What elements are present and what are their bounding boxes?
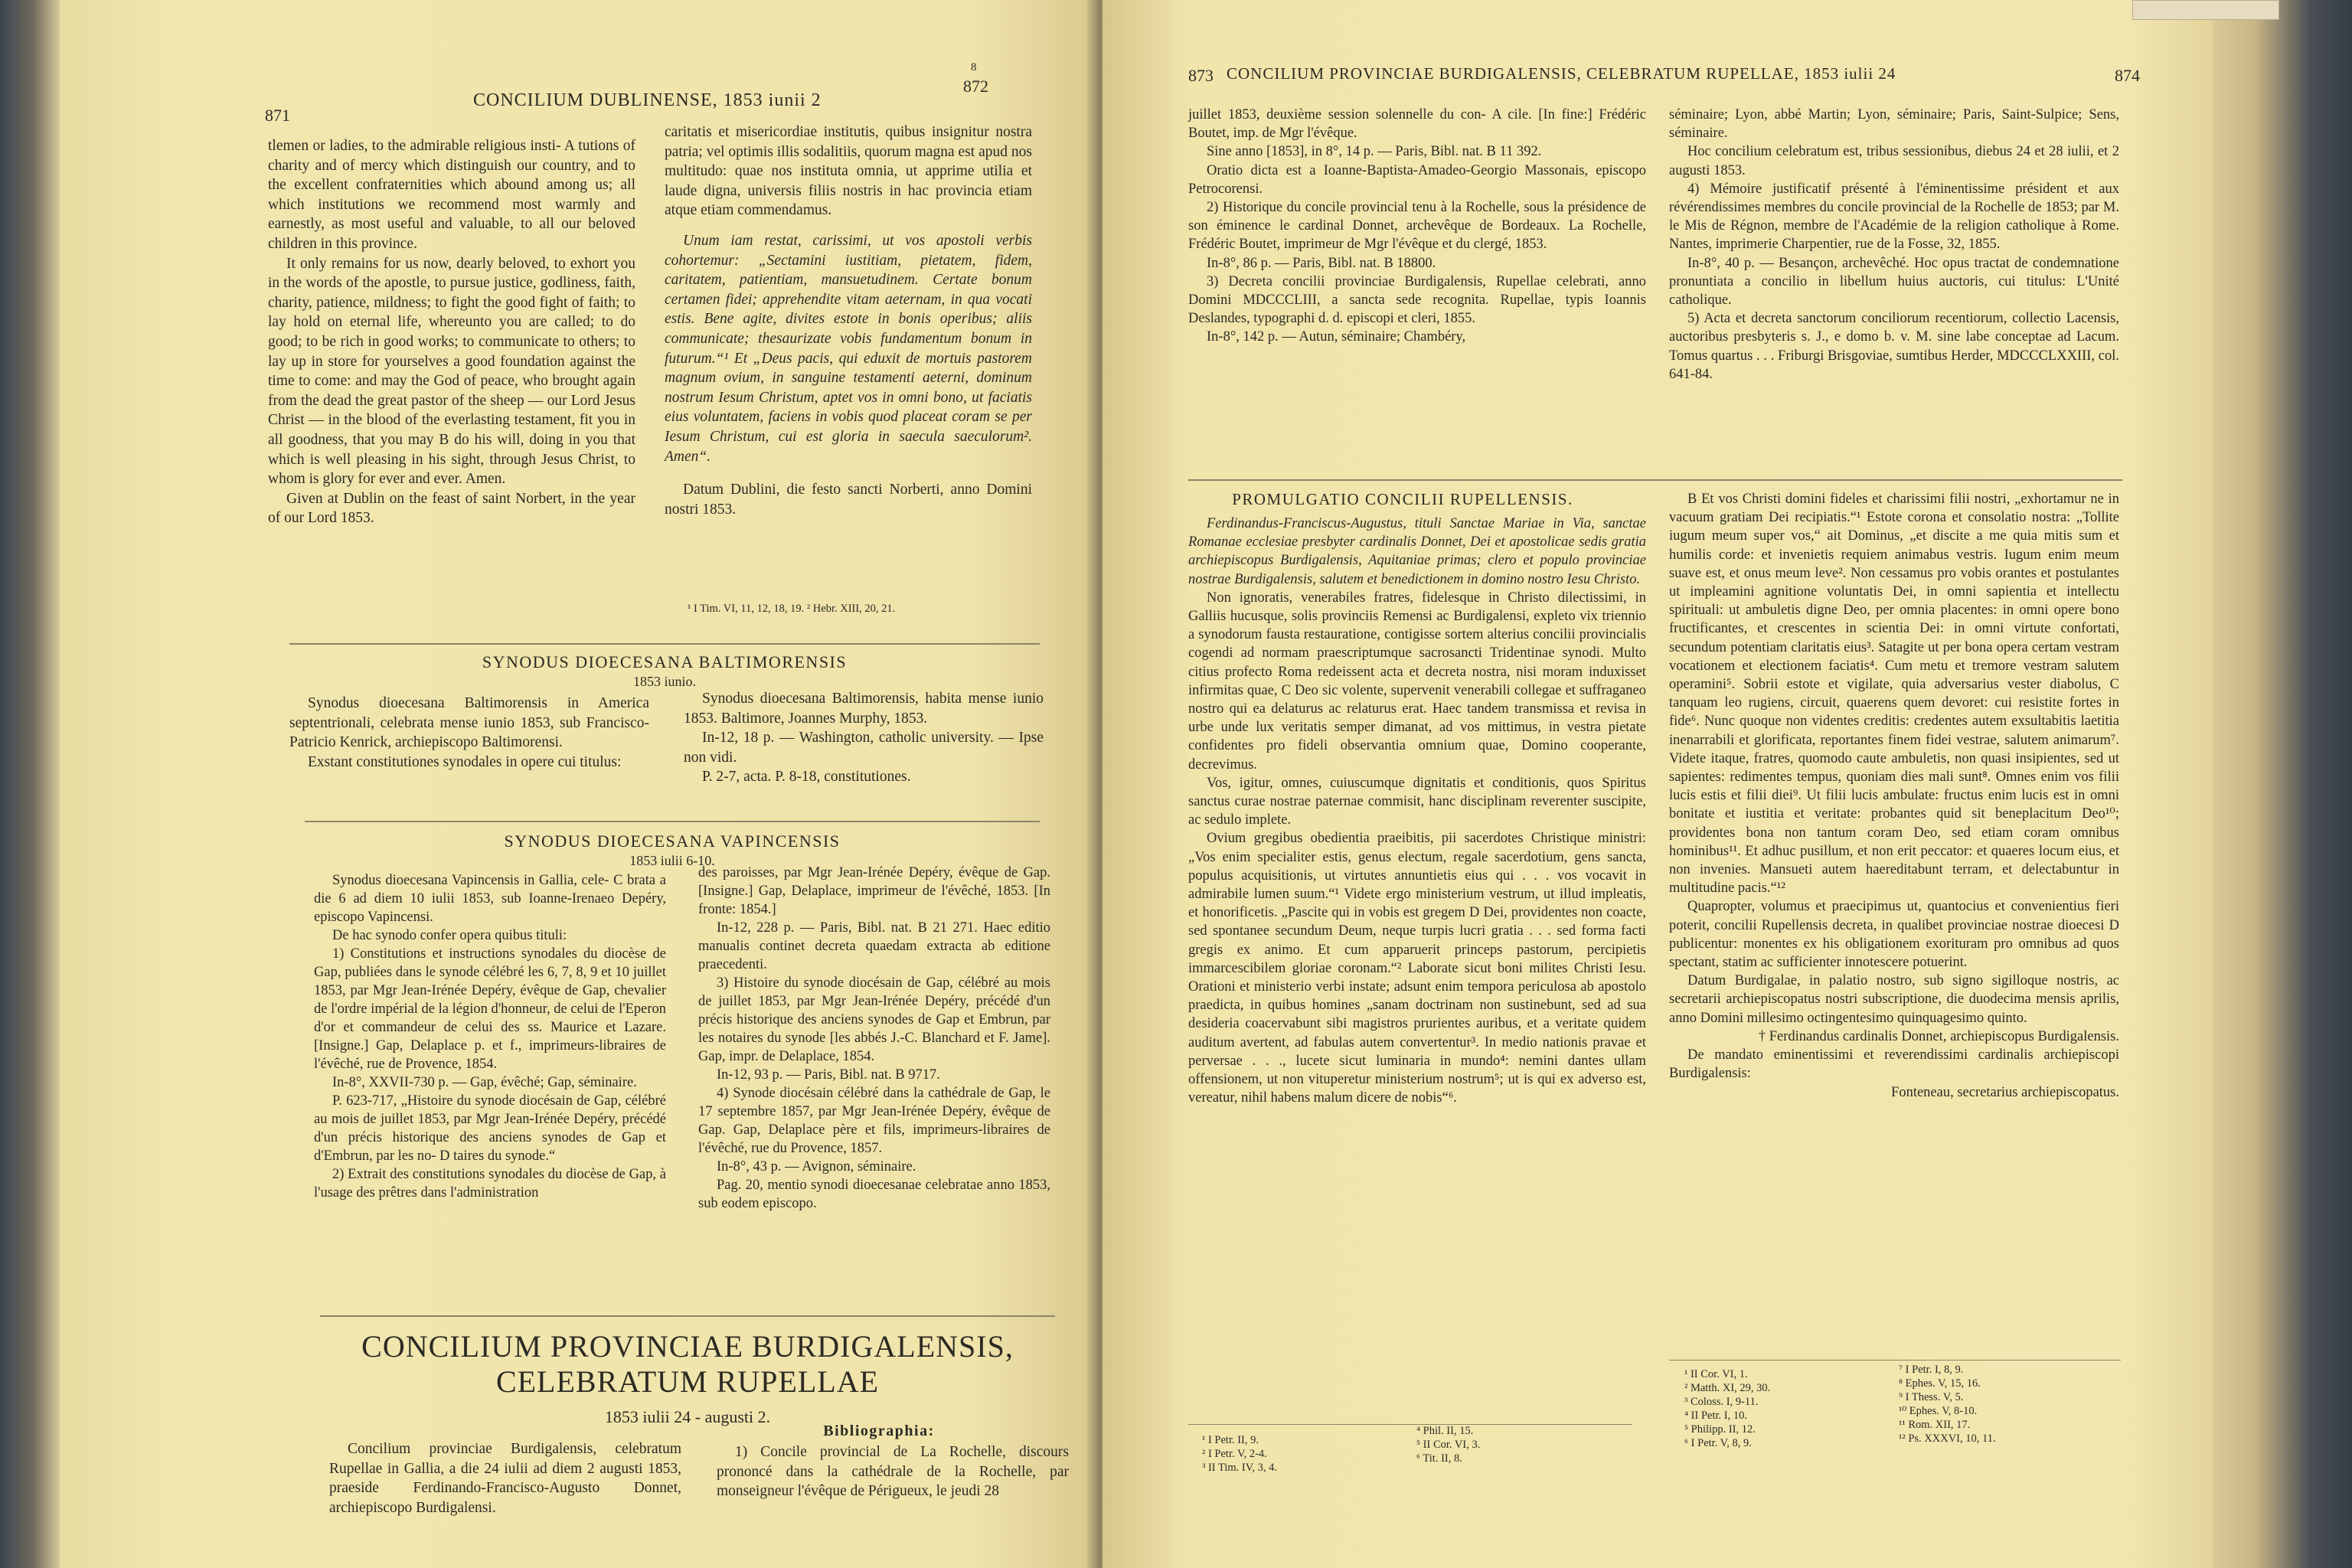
left-page bbox=[60, 0, 1095, 1568]
paragraph: Synodus dioecesana Baltimorensis in America septentrionali, celebrata mense iunio 1853, sub Francisco-Patricio Kenrick, archiepiscopo Baltimorensi. bbox=[289, 695, 649, 751]
paragraph: Synodus dioecesana Baltimorensis, habita mense iunio 1853. Baltimore, Joannes Murphy, 1853. bbox=[684, 691, 1044, 727]
footnote: ⁷ I Petr. I, 8, 9. bbox=[1899, 1364, 1964, 1376]
footnote: ¹⁰ Ephes. V, 8-10. bbox=[1899, 1405, 1978, 1417]
paragraph: tlemen or ladies, to the admirable religious insti- A tutions of charity and of mercy which distinguish our country, and to the excellent confraternities which abound among us; all which institutions we recommend most warmly and earnestly, as most useful and valuable, to all our beloved children in this province. bbox=[268, 138, 635, 252]
vapincensis-right-column bbox=[698, 864, 1050, 1213]
paragraph: Non ignoratis, venerabiles fratres, fidelesque in Christo dilectissimi, in Galliis hucusque, solis provinciis Remensi ac Burdigalensi, expleto vix triennio a synodorum fausta restauratione, contigisse sortem alterius concilii provincialis cogendi ad normam praescriptumque sacrosancti Tridentinae synodi. Multo citius profecto Roma redeissent acta et decreta nostra, nisi moram induxisset infirmitas quae, C Deo sic volente, supervenit venerabili collegae et suffraganeo nostro qui ea delaturus ac relaturus erat. Haec tandem transmissa et revisa in urbe unde lux veritatis semper dimanat, ad vos mittimus, in vestra pietate confidentes pro fideli observantia omnium quae, Domino cooperante, decrevimus. bbox=[1188, 590, 1646, 773]
dublin-footnotes: ¹ I Tim. VI, 11, 12, 18, 19. ² Hebr. XIII, 20, 21. bbox=[688, 603, 896, 615]
promulgatio-left-column bbox=[1188, 514, 1646, 1108]
running-head-right: CONCILIUM PROVINCIAE BURDIGALENSIS, CELEBRATUM RUPELLAE, 1853 iulii 24 bbox=[1227, 64, 1896, 83]
paragraph: In-8°, 86 p. — Paris, Bibl. nat. B 18800. bbox=[1207, 255, 1436, 271]
page-number-873: 873 bbox=[1188, 66, 1214, 85]
paragraph: P. 2-7, acta. P. 8-18, constitutiones. bbox=[702, 769, 911, 786]
paragraph: Exstant constitutiones synodales in opere cui titulus: bbox=[308, 753, 622, 770]
running-head-left: CONCILIUM DUBLINENSE, 1853 iunii 2 bbox=[473, 90, 822, 110]
book-edge-left bbox=[0, 0, 60, 1568]
concilium-right-column bbox=[717, 1442, 1069, 1501]
paragraph: 1) Constitutions et instructions synodales du diocèse de Gap, publiées dans le synode célébré les 6, 7, 8, 9 et 10 juillet 1853, par Mgr Jean-Irénée Depéry, évêque de Gap, chevalier de l'ordre impérial de la légion d'honneur, de celui de l'Eperon d'or et commandeur de celui des ss. Maurice et Lazare. [Insigne.] Gap, Delaplace p. et f., imprimeurs-libraires de l'évêché, rue de Provence, 1854. bbox=[314, 946, 666, 1072]
baltimore-date: 1853 iunio. bbox=[632, 674, 696, 689]
paragraph: 5) Acta et decreta sanctorum conciliorum recentiorum, collectio Lacensis, auctoribus presbyteris s. J., e domo b. v. M. sine labe conceptae ad Lacum. Tomus quartus . . . Friburgi Brisgoviae, sumtibus Herder, MDCCCLXXIII, col. 641-84. bbox=[1669, 311, 2119, 382]
paragraph: Ovium gregibus obedientia praeibitis, pii sacerdotes Christique ministri: „Vos enim specialiter estis, genus electum, regale sacerdotium, gens sancta, populus acquisitionis, ut virtutes annuntietis eius qui . . . vos vocavit in admirabile lumen suum.“¹ Videte ergo ministerium vestrum, ut illud impleatis, et honorificetis. „Pascite qui in vobis est gregem D Dei, providentes non coacte, sed spontanee secundum Deum, neque turpis lucri gratia . . . sed forma facti gregis ex animo. Et cum apparuerit princeps pastorum, percipietis immarcescibilem gloriae coronam.“² Laborate sicut boni milites Christi Iesu. Orationi et ministerio verbi instate; adsunt enim tempora periculosa ab apostolo praedicta, in quibus homines „sanam doctrinam non sustinebunt, sed ad sua desideria coacervabunt sibi magistros prurientes auribus, et a veritate quidem auditum avertent, ad fabulas autem convertentur³. In medio nationis pravae et perversae . . ., lucete sicut luminaria in mundo⁴: nemini dantes ullam offensionem, ut non vituperetur ministerium nostrum⁵; ut is qui ex adverso est, vereatur, nihil habens malum dicere de nobis“⁶. bbox=[1188, 831, 1646, 1106]
footnote: ⁶ I Petr. V, 8, 9. bbox=[1684, 1437, 1752, 1449]
paragraph: 2) Historique du concile provincial tenu à la Rochelle, sous la présidence de son éminence le cardinal Donnet, archevêque de Bordeaux. La Rochelle, Frédéric Boutet, imprimeur de Mgr l'évêque et du clergé, 1853. bbox=[1188, 200, 1646, 253]
book-edge-right bbox=[2213, 0, 2352, 1568]
paragraph: Hoc concilium celebratum est, tribus sessionibus, diebus 24 et 28 iulii, et 2 augusti 1853. bbox=[1669, 144, 2119, 178]
footnote: ³ Coloss. I, 9-11. bbox=[1684, 1396, 1759, 1408]
footnotes-left-2 bbox=[1416, 1424, 1480, 1465]
baltimore-title: SYNODUS DIOECESANA BALTIMORENSIS bbox=[482, 652, 848, 671]
promulgatio-title: PROMULGATIO CONCILII RUPELLENSIS. bbox=[1232, 490, 1573, 508]
page-number-874: 874 bbox=[2115, 66, 2140, 85]
small-mark: 8 bbox=[971, 61, 977, 74]
footnote: ⁴ Phil. II, 15. bbox=[1416, 1425, 1474, 1437]
bibliography-left-column bbox=[1188, 106, 1646, 347]
footnote: ³ II Tim. IV, 3, 4. bbox=[1202, 1462, 1277, 1474]
paragraph: B Et vos Christi domini fideles et charissimi filii nostri, „exhortamur ne in vacuum gratiam Dei recipiatis.“¹ Estote corona et consolatio nostra: „Tollite iugum meum super vos,“ ait Dominus, „et discite a me quia mitis sum et humilis corde: et invenietis requiem animabus vestris. Iugum enim meum suave est, et onus meum leve². Non cessamus pro vobis orantes et postulantes ut impleamini agnitione voluntatis Dei, in omni sapientia et intellectu spirituali: ut ambuletis digne Deo, per omnia placentes: in omni opere bono fructificantes, et crescentes in scientia Dei: in omni virtute confortati, secundum potentiam claritatis eius³. Satagite ut per bona opera certam vestram vocationem et electionem faciatis⁴. Cum metu et tremore vestram salutem operamini⁵. Sobrii estote et vigilate, quia adversarius vester diabolus, C tanquam leo rugiens, circuit, quaerens quem devoret: cui resistite fortes in fide⁶. Nunc quoque non videntes creditis: credentes autem exsultabitis laetitia inenarrabili et glorificata, reportantes finem fidei vestrae, salutem animarum⁷. Videte itaque, fratres, quomodo caute ambuletis, non quasi insipientes, sed ut sapientes: redimentes tempus, quoniam dies mali sunt⁸. Omnes enim vos filii lucis estis et filii diei⁹. Ut filii lucis ambulate: fructus enim lucis est in omni bonitate et iustitia et veritate: probantes quid sit beneplacitum Deo¹⁰; providentes bona non tantum coram Deo, sed etiam coram omnibus hominibus¹¹. Et adhuc pusillum, et non erit peccator: et quaeres locum eius, et non invenies. Mansueti autem haereditabunt terram, et delectabuntur in multitudine pacis.“¹² bbox=[1669, 492, 2119, 897]
paragraph: P. 623-717, „Histoire du synode diocésain de Gap, célébré au mois de juillet 1853, par Mgr Jean-Irénée Depéry, précédé d'un précis historique des anciens synodes de Gap et d'Embrun, par les no- D taires du synode.“ bbox=[314, 1093, 666, 1164]
page-number-871: 871 bbox=[265, 106, 290, 125]
paragraph: Unum iam restat, carissimi, ut vos apostoli verbis cohortemur: „Sectamini iustitiam, pietatem, fidem, caritatem, patientiam, mansuetudinem. Certate bonum certamen fidei; apprehendite vitam aeternam, in qua vocati estis. Bene agite, divites estote in bonis operibus; aliis communicate; thesaurizate vobis fundamentum bonum in futurum.“¹ Et „Deus pacis, qui eduxit de mortuis pastorem magnum ovium, in sanguine testamenti aeterni, dominum nostrum Iesum Christum, aptet vos in omni bono, ut faciatis eius voluntatem, faciens in vobis quod placeat coram se per Iesum Christum, cui est gloria in saecula saeculorum². Amen“. bbox=[665, 232, 1032, 465]
paragraph: 2) Extrait des constitutions synodales du diocèse de Gap, à l'usage des prêtres dans l'administration bbox=[314, 1167, 666, 1200]
bibliography-right-column bbox=[1669, 106, 2119, 384]
footnote: ² I Petr. V, 2-4. bbox=[1202, 1448, 1267, 1460]
paragraph: 4) Synode diocésain célébré dans la cathédrale de Gap, le 17 septembre 1857, par Mgr Jean-Irénée Depéry, évêque de Gap. Gap, Delaplace père et fils, imprimeurs-libraires de l'évêché, rue du Provence, 1857. bbox=[698, 1086, 1050, 1156]
divider bbox=[305, 821, 1040, 822]
paragraph: Datum Burdigalae, in palatio nostro, sub signo sigilloque nostris, ac secretarii archiepiscopatus nostri subscriptione, die duodecima mensis aprilis, anno Domini millesimo octingentesimo quinquagesimo quinto. bbox=[1669, 973, 2119, 1026]
paragraph: In-8°, XXVII-730 p. — Gap, évêché; Gap, séminaire. bbox=[332, 1075, 637, 1090]
footnote-divider bbox=[1669, 1360, 2121, 1361]
footnote: ² Matth. XI, 29, 30. bbox=[1684, 1382, 1771, 1394]
dublin-english-column bbox=[268, 136, 635, 528]
paragraph: 4) Mémoire justificatif présenté à l'éminentissime président et aux révérendissimes membres du concile provincial de la Rochelle de 1853; par M. le Mis de Régnon, membre de l'Académie de la religion catholique à Rome. Nantes, imprimerie Charpentier, rue de la Fosse, 32, 1855. bbox=[1669, 181, 2119, 253]
paragraph: In-12, 18 p. — Washington, catholic university. — Ipse non vidi. bbox=[684, 730, 1044, 766]
footnotes-left bbox=[1202, 1433, 1277, 1475]
paragraph: In-12, 228 p. — Paris, Bibl. nat. B 21 271. Haec editio manualis continet decreta quaedam extracta ab editione praecedenti. bbox=[698, 920, 1050, 972]
paragraph: In-8°, 40 p. — Besançon, archevêché. Hoc opus tractat de condemnatione pronuntiata a concilio in libellum huius auctoris, cui titulus: L'Unité catholique. bbox=[1669, 255, 2119, 309]
paragraph: De hac synodo confer opera quibus tituli: bbox=[332, 928, 567, 943]
paragraph: In-12, 93 p. — Paris, Bibl. nat. B 9717. bbox=[717, 1067, 940, 1083]
paragraph: Ferdinandus-Franciscus-Augustus, tituli Sanctae Mariae in Via, sanctae Romanae ecclesiae presbyter cardinalis Donnet, Dei et apostolicae sedis gratia archiepiscopus Burdigalensis, Aquitaniae primas; clero et populo provinciae nostrae Burdigalensis, salutem et benedictionem in domino nostro Iesu Christo. bbox=[1188, 516, 1646, 587]
paragraph: In-8°, 142 p. — Autun, séminaire; Chambéry, bbox=[1207, 329, 1466, 345]
baltimore-right-column bbox=[684, 689, 1044, 787]
vapincensis-title: SYNODUS DIOECESANA VAPINCENSIS bbox=[504, 831, 841, 851]
paragraph: Synodus dioecesana Vapincensis in Gallia, cele- C brata a die 6 ad diem 10 iulii 1853, sub Ioanne-Irenaeo Depéry, episcopo Vapincensi. bbox=[314, 873, 666, 925]
paragraph: Pag. 20, mentio synodi dioecesanae celebratae anno 1853, sub eodem episcopo. bbox=[698, 1178, 1050, 1211]
paragraph: Datum Dublini, die festo sancti Norberti, anno Domini nostri 1853. bbox=[665, 482, 1032, 518]
paragraph: caritatis et misericordiae institutis, quibus insignitur nostra patria; vel optimis illis sodalitiis, quorum magna est apud nos multitudo: quae nos instituta omnia, ut apprime utilia et laude digna, universis filiis nostris in hac provincia etiam atque etiam commendamus. bbox=[665, 124, 1032, 219]
baltimore-left-column bbox=[289, 694, 649, 772]
vapincensis-date: 1853 iulii 6-10. bbox=[629, 853, 715, 868]
divider bbox=[1188, 479, 2122, 481]
footnote: ¹ I Petr. II, 9. bbox=[1202, 1434, 1259, 1446]
paragraph: De mandato eminentissimi et reverendissimi cardinalis archiepiscopi Burdigalensis: bbox=[1669, 1047, 2119, 1082]
concilium-title-2: CELEBRATUM RUPELLAE bbox=[495, 1364, 880, 1399]
footnotes-right-2 bbox=[1899, 1363, 1996, 1446]
paragraph: In-8°, 43 p. — Avignon, séminaire. bbox=[717, 1159, 916, 1174]
dublin-latin-column bbox=[665, 122, 1032, 519]
paragraph: Vos, igitur, omnes, cuiuscumque dignitatis et conditionis, quos Spiritus sanctus curae nostrae paternae commisit, hanc disciplinam reverenter suscipite, ac sedulo implete. bbox=[1188, 775, 1646, 828]
concilium-left-column bbox=[329, 1439, 681, 1517]
page-number-872: 872 bbox=[963, 77, 988, 96]
paragraph: Given at Dublin on the feast of saint Norbert, in the year of our Lord 1853. bbox=[268, 490, 635, 527]
right-page bbox=[1102, 0, 2213, 1568]
paragraph: 3) Histoire du synode diocésain de Gap, célébré au mois de juillet 1853, par Mgr Jean-Irénée Depéry, précédé d'un précis historique des anciens synodes de Gap et Embrun, par les notaires du synode [les abbés J.-C. Blanchard et F. Jame]. Gap, impr. de Delaplace, 1854. bbox=[698, 975, 1050, 1064]
paragraph: Sine anno [1853], in 8°, 14 p. — Paris, Bibl. nat. B 11 392. bbox=[1207, 144, 1542, 160]
footnote: ⁹ I Thess. V, 5. bbox=[1899, 1391, 1964, 1403]
paragraph: des paroisses, par Mgr Jean-Irénée Depéry, évêque de Gap. [Insigne.] Gap, Delaplace, imprimeur de l'évêché, 1853. [In fronte: 1854.] bbox=[698, 865, 1050, 917]
paragraph: Oratio dicta est a Ioanne-Baptista-Amadeo-Georgio Massonais, episcopo Petrocorensi. bbox=[1188, 162, 1646, 197]
footnote: ¹² Ps. XXXVI, 10, 11. bbox=[1899, 1432, 1996, 1445]
footnotes-right bbox=[1684, 1367, 1770, 1450]
footnote: ⁴ II Petr. I, 10. bbox=[1684, 1410, 1747, 1422]
paragraph: It only remains for us now, dearly beloved, to exhort you in the words of the apostle, to pursue justice, godliness, faith, charity, patience, mildness; to fight the good fight of faith; to lay hold on eternal life, whereunto you are called; to do good; to be rich in good works; to communicate to others; to lay up in store for yourselves a good foundation against the time to come: and may the God of peace, who brought again from the dead the great pastor of the sheep — our Lord Jesus Christ — in the blood of the everlasting testament, fit you in all goodness, that you may B do his will, doing in you that which is well pleasing in his sight, through Jesus Christ, to whom is glory for ever and ever. Amen. bbox=[268, 255, 635, 488]
paragraph: séminaire; Lyon, abbé Martin; Lyon, séminaire; Paris, Saint-Sulpice; Sens, séminaire. bbox=[1669, 107, 2119, 142]
signature: † Ferdinandus cardinalis Donnet, archiepiscopus Burdigalensis. bbox=[1758, 1028, 2119, 1044]
paragraph: Quapropter, volumus et praecipimus ut, quantocius et convenientius fieri poterit, concilii Rupellensis decreta, in qualibet provinciae nostrae dioecesi D publicentur: monentes ex his obligationem exorituram pro omnibus ad quos spectant, statim ac sufficienter innotescere potuerint. bbox=[1669, 899, 2119, 971]
footnote: ⁸ Ephes. V, 15, 16. bbox=[1899, 1377, 1981, 1390]
paragraph: 1) Concile provincial de La Rochelle, discours prononcé dans la cathédrale de la Rochelle, par monseigneur l'évêque de Périgueux, le jeudi 28 bbox=[717, 1444, 1069, 1500]
bibliographia-heading: Bibliographia: bbox=[823, 1423, 935, 1439]
concilium-title-1: CONCILIUM PROVINCIAE BURDIGALENSIS, bbox=[361, 1329, 1014, 1364]
signature: Fonteneau, secretarius archiepiscopatus. bbox=[1891, 1084, 2119, 1100]
footnote: ¹ II Cor. VI, 1. bbox=[1684, 1368, 1748, 1380]
divider bbox=[289, 643, 1040, 645]
paragraph: juillet 1853, deuxième session solennelle du con- A cile. [In fine:] Frédéric Boutet, imp. de Mgr l'évêque. bbox=[1188, 107, 1646, 142]
divider bbox=[320, 1315, 1055, 1317]
vapincensis-left-column bbox=[314, 871, 666, 1202]
paragraph: 3) Decreta concilii provinciae Burdigalensis, Rupellae celebrati, anno Domini MDCCCLIII, a sancta sede recognita. Rupellae, typis Ioannis Deslandes, typographi d. d. episcopi et cleri, 1855. bbox=[1188, 273, 1646, 327]
footnote: ¹¹ Rom. XII, 17. bbox=[1899, 1419, 1971, 1431]
footnote: ⁵ II Cor. VI, 3. bbox=[1416, 1439, 1481, 1451]
footnote: ⁶ Tit. II, 8. bbox=[1416, 1452, 1462, 1465]
page-tab bbox=[2132, 0, 2279, 20]
concilium-date: 1853 iulii 24 - augusti 2. bbox=[604, 1407, 771, 1426]
footnote-divider bbox=[1188, 1424, 1632, 1425]
paragraph: Concilium provinciae Burdigalensis, celebratum Rupellae in Gallia, a die 24 iulii ad diem 2 augusti 1853, praeside Ferdinando-Francisco-Augusto Donnet, archiepiscopo Burdigalensi. bbox=[329, 1441, 681, 1516]
footnote: ⁵ Philipp. II, 12. bbox=[1684, 1423, 1756, 1436]
promulgatio-right-column bbox=[1669, 490, 2119, 1102]
